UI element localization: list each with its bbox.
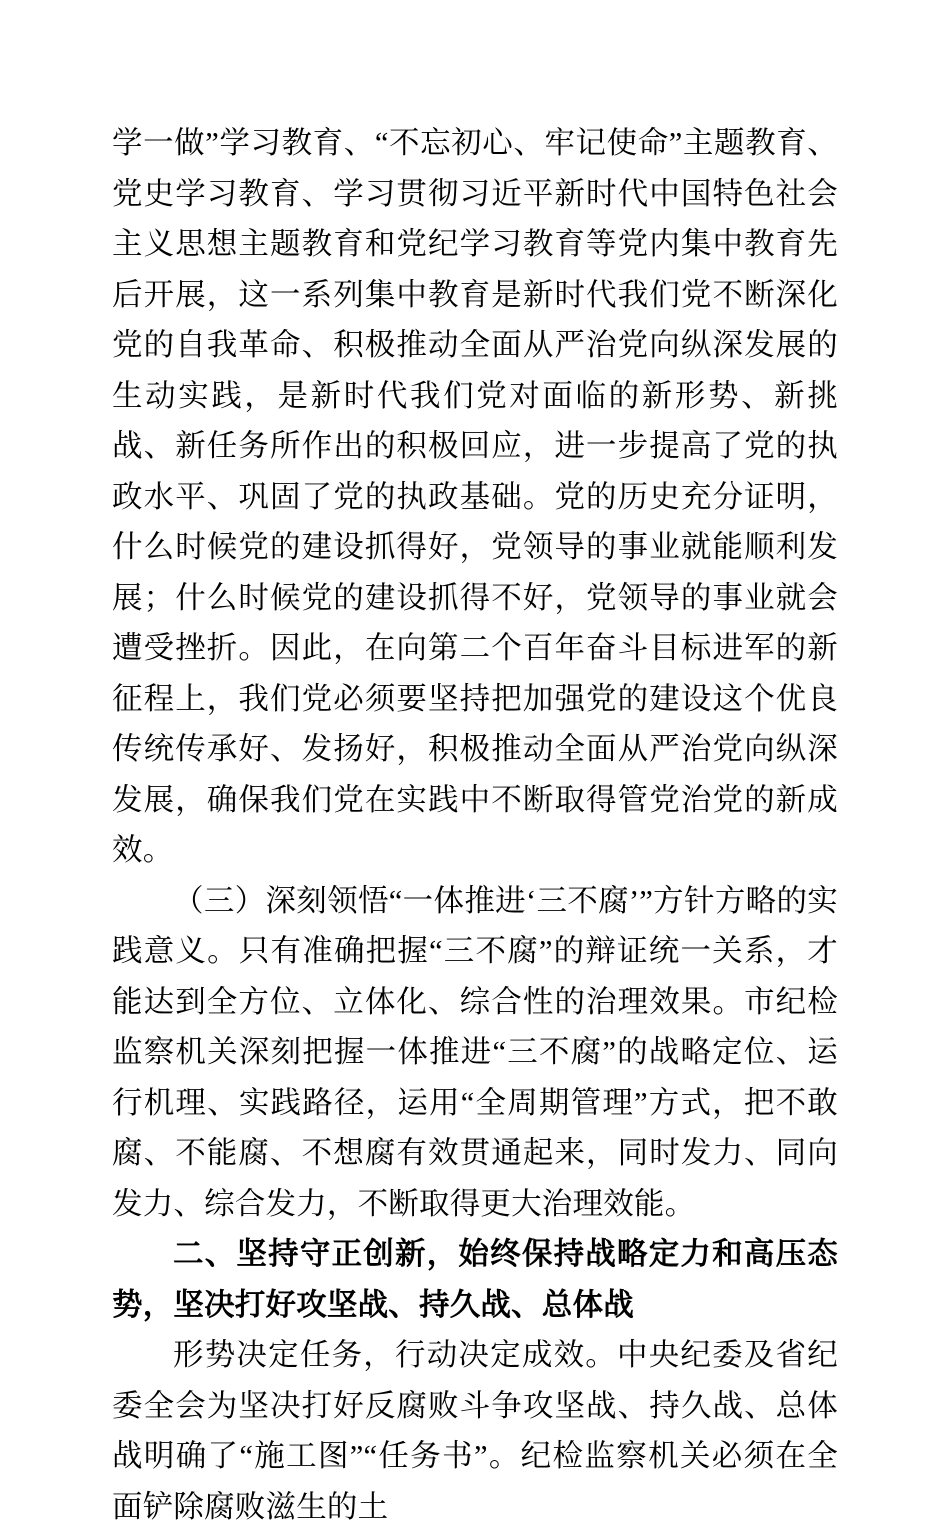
paragraph-section-two-body: 形势决定任务，行动决定成效。中央纪委及省纪委全会为坚决打好反腐败斗争攻坚战、持久战、总体战明确了“施工图”“任务书”。纪检监察机关必须在全面铲除腐败滋生的土 [112, 1338, 838, 1524]
document-body [112, 118, 838, 1532]
paragraph-section-three: （三）深刻领悟“一体推进‘三不腐’”方针方略的实践意义。只有准确把握“三不腐”的辩证统一关系，才能达到全方位、立体化、综合性的治理效果。市纪检监察机关深刻把握一体推进“三不腐”的战略定位、运行机理、实践路径，运用“全周期管理”方式，把不敢腐、不能腐、不想腐有效贯通起来，同时发力、同向发力、综合发力，不断取得更大治理效能。 [112, 883, 838, 1221]
heading-section-two: 二、坚持守正创新，始终保持战略定力和高压态势，坚决打好攻坚战、持久战、总体战 [112, 1237, 838, 1322]
paragraph-continued: 学一做”学习教育、“不忘初心、牢记使命”主题教育、党史学习教育、学习贯彻习近平新时代中国特色社会主义思想主题教育和党纪学习教育等党内集中教育先后开展，这一系列集中教育是新时代我们党不断深化党的自我革命、积极推动全面从严治党向纵深发展的生动实践，是新时代我们党对面临的新形势、新挑战、新任务所作出的积极回应，进一步提高了党的执政水平、巩固了党的执政基础。党的历史充分证明，什么时候党的建设抓得好，党领导的事业就能顺利发展；什么时候党的建设抓得不好，党领导的事业就会遭受挫折。因此，在向第二个百年奋斗目标进军的新征程上，我们党必须要坚持把加强党的建设这个优良传统传承好、发扬好，积极推动全面从严治党向纵深发展，确保我们党在实践中不断取得管党治党的新成效。 [112, 126, 838, 867]
